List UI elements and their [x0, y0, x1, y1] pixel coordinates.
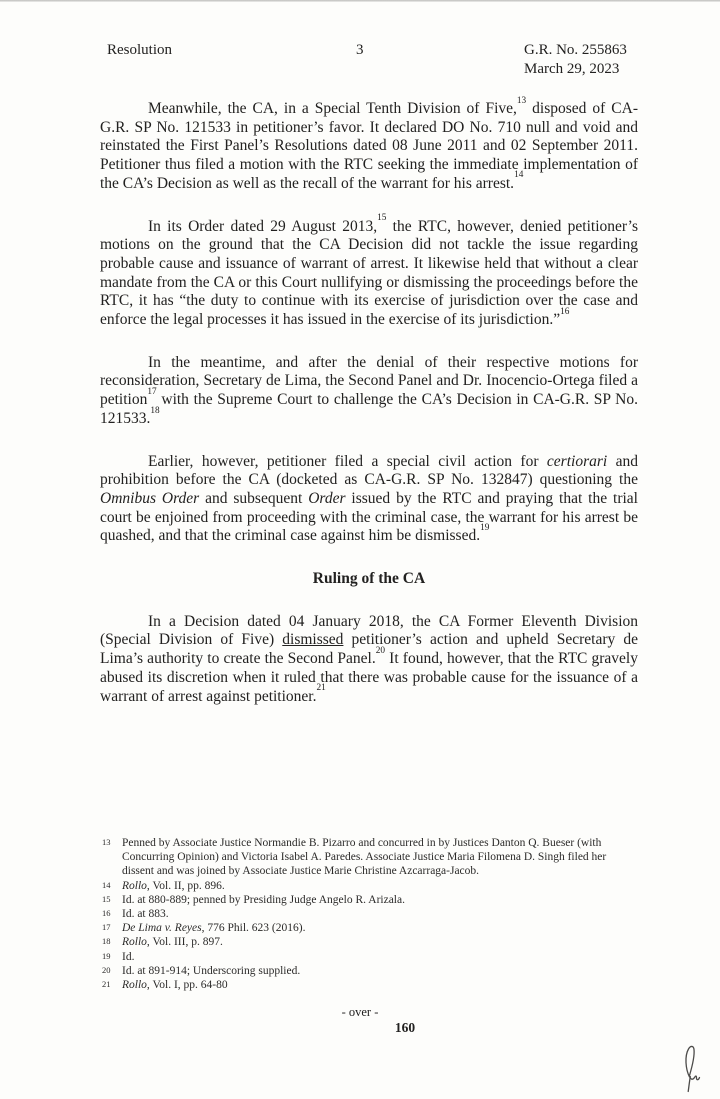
body-paragraphs	[100, 95, 638, 546]
footnote-reference: 14	[514, 170, 524, 181]
footnote-reference: 19	[480, 523, 490, 534]
footnote-reference: 18	[150, 405, 160, 416]
text-run: Id. at 891-914; Underscoring supplied.	[122, 964, 301, 977]
header-doc-type: Resolution	[107, 42, 173, 58]
footnote-number: 14	[102, 879, 111, 890]
text-run: the RTC, however, denied petitioner’s motions on the ground that the CA Decision did not tackle the issue regarding probable cause and issuance of warrant of arrest. It likewise held that without a clear mandate from the CA or this Court nullifying or dismissing the proceedings before the RTC, it has “the duty to continue with its exercise of jurisdiction over the case and enforce the legal processes it has issued in the exercise of its jurisdiction.”	[100, 217, 638, 329]
text-run: Rollo	[122, 936, 147, 949]
footnote	[100, 921, 640, 935]
body-paragraph	[100, 613, 638, 707]
text-run: certiorari	[546, 452, 608, 470]
header-gr-number: G.R. No. 255863	[524, 42, 627, 58]
text-run: issued by the RTC and praying that the trial court be enjoined from proceeding with the criminal case, the warrant for his arrest be quashed, and that the criminal case against him be dismissed.	[100, 489, 638, 545]
body-paragraph	[100, 354, 638, 429]
section-heading: Ruling of the CA	[312, 570, 426, 588]
text-run: Id. at 880-889; penned by Presiding Judge Angelo R. Arizala.	[122, 893, 405, 906]
footer-page-stamp: 160	[394, 1020, 416, 1035]
text-run: It found, however, that the RTC gravely abused its discretion when it ruled that there was probable cause for the issuance of a warrant of arrest against petitioner.	[100, 650, 638, 705]
text-run: disposed of CA-G.R. SP No. 121533 in petitioner’s favor. It declared DO No. 710 null and void and reinstated the First Panel’s Resolutions dated 08 June 2011 and 02 September 2011. Petitioner thus filed a motion with the RTC seeking the immediate implementation of the CA’s Decision as well as the recall of the warrant for his arrest.	[100, 100, 638, 192]
text-run: Order	[308, 489, 346, 507]
body-paragraphs-after-heading	[100, 613, 638, 707]
header-case-block	[524, 41, 627, 78]
text-run: with the Supreme Court to challenge the CA’s Decision in CA-G.R. SP No. 121533.	[100, 391, 638, 427]
footnote-number: 13	[102, 837, 111, 847]
header-page-number: 3	[356, 42, 364, 58]
footnote	[100, 978, 640, 992]
footnote-reference: 13	[516, 95, 527, 106]
text-run: , Vol. II, pp. 896.	[146, 879, 225, 892]
text-run: and subsequent	[199, 489, 309, 507]
footnote-reference: 17	[147, 386, 157, 397]
text-run: petitioner’s action and upheld Secretary de Lima’s authority to create the Second Panel.	[100, 631, 638, 668]
header-date: March 29, 2023	[524, 60, 620, 77]
text-run: , 776 Phil. 623 (2016).	[201, 922, 306, 935]
text-run: , Vol. III, p. 897.	[146, 936, 223, 949]
footnote-list	[100, 836, 640, 992]
text-run: Penned by Associate Justice Normandie B. Pizarro and concurred in by Justices Danton Q. Bueser (with Concurring Opinion) and Victoria Isabel A. Paredes. Associate Justice Maria Filomena D. Singh filed her dissent and was joined by Associate Justice Marie Christine Azcarraga-Jacob.	[122, 837, 607, 878]
text-run: Rollo	[122, 879, 147, 892]
footnote	[100, 893, 640, 907]
text-run: Id. at 883.	[122, 908, 169, 921]
footer-over-label: - over -	[341, 1005, 379, 1019]
text-run: Rollo	[122, 979, 147, 992]
text-run: In its Order dated 29 August 2013,	[148, 217, 378, 235]
footnote-reference: 21	[316, 683, 326, 694]
footnote-number: 16	[102, 908, 111, 919]
body-paragraph	[100, 213, 638, 330]
footnote	[100, 950, 640, 964]
body-paragraph	[100, 95, 638, 194]
text-run: Omnibus Order	[100, 489, 200, 507]
text-run: In a Decision dated 04 January 2018, the CA Former Eleventh Division (Special Division of Five)	[100, 612, 638, 649]
footnote-number: 18	[102, 936, 111, 947]
footnote-number: 19	[102, 950, 111, 961]
footnote	[100, 907, 640, 921]
footnote	[100, 836, 640, 879]
body-text	[100, 95, 638, 730]
footnotes-section	[100, 829, 640, 992]
text-run: Earlier, however, petitioner filed a special civil action for	[148, 452, 547, 470]
footnote-reference: 15	[377, 213, 387, 224]
footnote-reference: 20	[375, 645, 386, 656]
footnote	[100, 879, 640, 893]
footnote-number: 20	[102, 964, 111, 975]
footnote	[100, 935, 640, 949]
text-run: In the meantime, and after the denial of their respective motions for reconsideration, Secretary de Lima, the Second Panel and Dr. Inocencio-Ortega filed a petition	[100, 353, 638, 409]
text-run: De Lima v. Reyes	[122, 922, 202, 935]
text-run: Id.	[122, 950, 135, 963]
body-paragraph	[100, 453, 638, 547]
signature-mark-icon	[676, 1042, 706, 1094]
footnote	[100, 964, 640, 978]
text-run: and prohibition before the CA (docketed as CA-G.R. SP No. 132847) questioning the	[100, 452, 638, 489]
text-run: Meanwhile, the CA, in a Special Tenth Division of Five,	[148, 100, 517, 117]
footnote-number: 21	[102, 979, 111, 990]
text-run: , Vol. I, pp. 64-80	[146, 979, 228, 992]
footnote-number: 15	[102, 893, 111, 904]
footnote-number: 17	[102, 922, 111, 933]
footnote-reference: 16	[560, 306, 570, 317]
scan-edge	[0, 0, 720, 2]
text-run: dismissed	[282, 631, 344, 649]
